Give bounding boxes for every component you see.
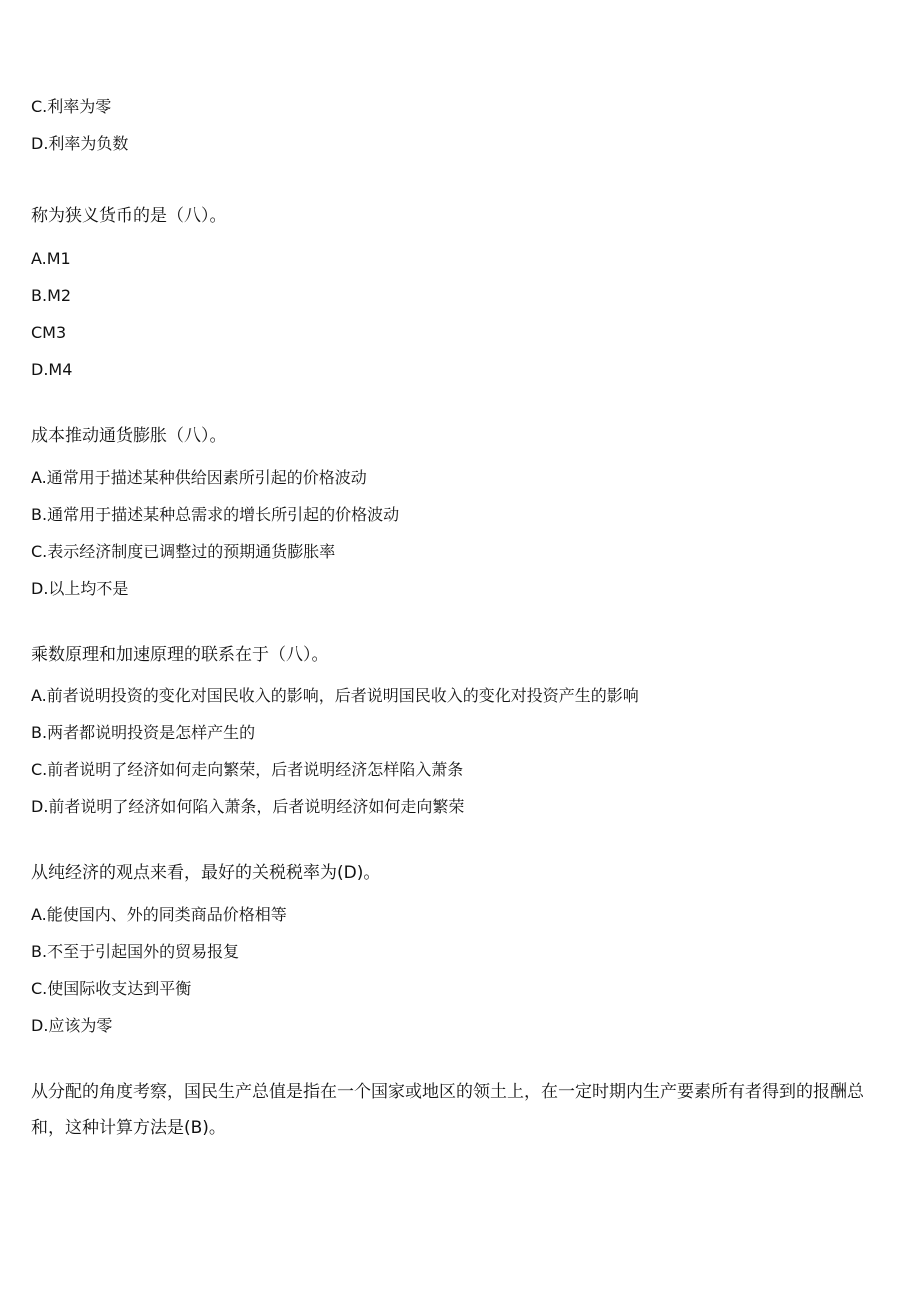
- option-a: A.前者说明投资的变化对国民收入的影响，后者说明国民收入的变化对投资产生的影响: [31, 686, 639, 705]
- question-multiplier-accelerator: 乘数原理和加速原理的联系在于（八）。: [31, 645, 329, 665]
- option-c: C.前者说明了经济如何走向繁荣，后者说明经济怎样陷入萧条: [31, 760, 464, 779]
- option-b: B.通常用于描述某种总需求的增长所引起的价格波动: [31, 505, 400, 524]
- option-d: D.前者说明了经济如何陷入萧条，后者说明经济如何走向繁荣: [31, 797, 465, 816]
- option-c: C.表示经济制度已调整过的预期通货膨胀率: [31, 542, 336, 561]
- option-d: D.利率为负数: [31, 134, 129, 153]
- option-a: A.通常用于描述某种供给因素所引起的价格波动: [31, 468, 367, 487]
- option-c: C.使国际收支达到平衡: [31, 979, 192, 998]
- option-b: B.M2: [31, 286, 72, 305]
- option-d: D.M4: [31, 360, 73, 379]
- option-c: C.利率为零: [31, 97, 112, 116]
- option-a: A.M1: [31, 249, 71, 268]
- option-b: B.不至于引起国外的贸易报复: [31, 942, 240, 961]
- option-d: D.应该为零: [31, 1016, 113, 1035]
- option-b: B.两者都说明投资是怎样产生的: [31, 723, 256, 742]
- question-narrow-money: 称为狭义货币的是（八）。: [31, 206, 227, 226]
- question-gnp-distribution: 从分配的角度考察，国民生产总值是指在一个国家或地区的领土上，在一定时期内生产要素所有者得到的报酬总和，这种计算方法是(B)。: [31, 1082, 864, 1138]
- question-cost-push-inflation: 成本推动通货膨胀（八）。: [31, 426, 227, 446]
- option-c: CM3: [31, 323, 67, 342]
- question-tariff-rate: 从纯经济的观点来看，最好的关税税率为(D)。: [31, 863, 381, 883]
- option-d: D.以上均不是: [31, 579, 129, 598]
- option-a: A.能使国内、外的同类商品价格相等: [31, 905, 287, 924]
